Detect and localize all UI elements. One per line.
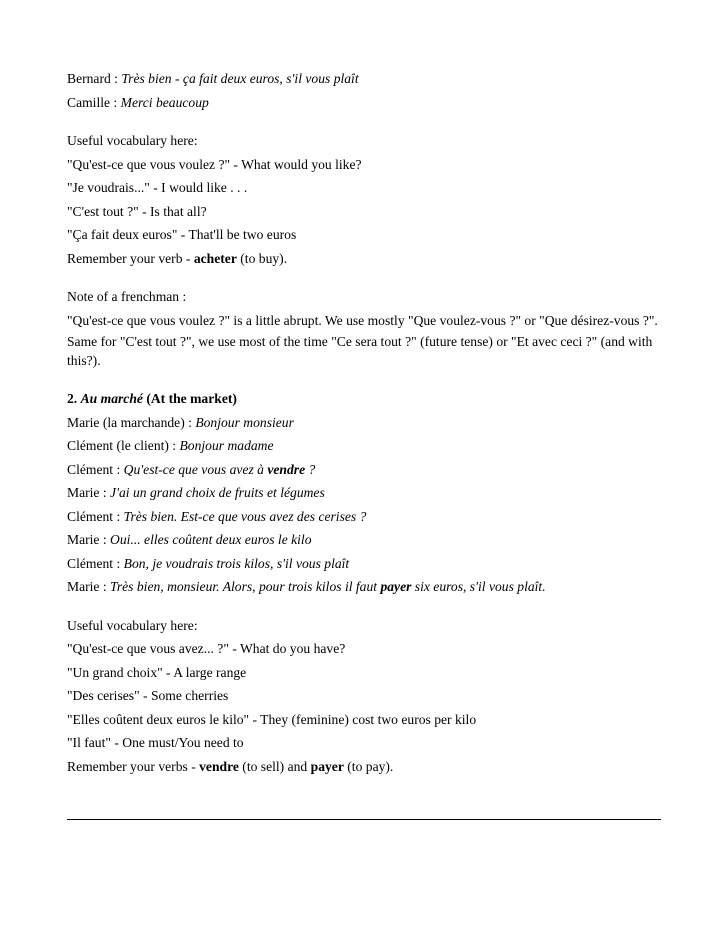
vocab-item: "Qu'est-ce que vous avez... ?" - What do you have? (67, 641, 346, 656)
vocab-item: "C'est tout ?" - Is that all? (67, 203, 207, 219)
dialogue-line (67, 481, 661, 505)
dialogue-line (67, 575, 661, 599)
dialogue-line (67, 411, 661, 435)
remember-suffix: (to buy). (236, 250, 288, 266)
speech: Oui... elles coûtent deux euros le kilo (110, 532, 312, 547)
remember-suffix: (to pay). (343, 758, 394, 774)
speaker: Marie (la marchande) : (67, 414, 196, 430)
remember-mid: (to sell) and (238, 758, 311, 774)
speech: Bonjour monsieur (195, 414, 294, 430)
speaker: Clément (le client) : (67, 438, 180, 453)
dialogue-line (67, 505, 661, 529)
dialogue-line (67, 552, 661, 576)
document-page (67, 67, 661, 778)
vocab-item: "Il faut" - One must/You need to (67, 735, 244, 750)
speech: Bonjour madame (179, 438, 274, 453)
speech: Merci beaucoup (120, 94, 209, 110)
speaker: Bernard : (67, 71, 122, 86)
horizontal-rule (67, 819, 661, 820)
vocab-item: "Elles coûtent deux euros le kilo" - They (feminine) cost two euros per kilo (67, 711, 477, 727)
section-title: Au marché (80, 391, 143, 406)
speaker: Clément : (67, 555, 124, 571)
vocab-heading: Useful vocabulary here: (67, 133, 198, 148)
verb-vendre: vendre (199, 758, 239, 774)
speech: Bon, je voudrais trois kilos, s'il vous plaît (123, 555, 350, 571)
section-number: 2. (67, 391, 81, 406)
remember-prefix: Remember your verbs - (67, 758, 200, 774)
spacer (67, 370, 661, 387)
verb-payer: payer (310, 758, 344, 774)
remember-prefix: Remember your verb - (67, 250, 194, 266)
vocab-item: "Un grand choix" - A large range (67, 664, 247, 680)
spacer (67, 599, 661, 614)
dialogue-line (67, 91, 661, 115)
section-heading (67, 387, 661, 411)
speaker: Clément : (67, 508, 124, 524)
spacer (67, 270, 661, 285)
dialogue-line (67, 458, 661, 482)
vocab-item: "Des cerises" - Some cherries (67, 688, 229, 703)
speaker: Camille : (67, 94, 121, 110)
speech: J'ai un grand choix de fruits et légumes (110, 485, 325, 500)
verb-acheter: acheter (193, 250, 237, 266)
remember-line (67, 247, 661, 271)
verb-vendre: vendre (267, 461, 306, 477)
vocab-item: "Ça fait deux euros" - That'll be two euros (67, 227, 297, 242)
verb-payer: payer (380, 579, 412, 594)
speaker: Clément : (67, 461, 124, 477)
vocab-heading: Useful vocabulary here: (67, 617, 198, 633)
remember-line (67, 755, 661, 779)
speech: Très bien - ça fait deux euros, s'il vous plaît (121, 71, 359, 86)
dialogue-line (67, 434, 661, 458)
section-subtitle: (At the market) (142, 391, 237, 406)
vocab-item: "Je voudrais..." - I would like . . . (67, 180, 248, 195)
dialogue-line (67, 528, 661, 552)
note-paragraph: "Qu'est-ce que vous voulez ?" is a little abrupt. We use mostly "Que voulez-vous ?" or "Que désirez-vous ?". (67, 312, 658, 328)
speaker: Marie : (67, 532, 111, 547)
speaker: Marie : (67, 485, 111, 500)
speech: Très bien, monsieur. Alors, pour trois kilos il faut payer six euros, s'il vous plaît. (110, 579, 546, 594)
note-heading: Note of a frenchman : (67, 289, 187, 304)
spacer (67, 114, 661, 129)
dialogue-line (67, 67, 661, 91)
speech: Très bien. Est-ce que vous avez des cerises ? (123, 508, 367, 524)
speaker: Marie : (67, 579, 111, 594)
note-paragraph: Same for "C'est tout ?", we use most of the time "Ce sera tout ?" (future tense) or "Et avec ceci ?" (and with this?). (67, 334, 653, 368)
vocab-item: "Qu'est-ce que vous voulez ?" - What would you like? (67, 156, 362, 172)
speech: Qu'est-ce que vous avez à vendre ? (123, 461, 316, 477)
